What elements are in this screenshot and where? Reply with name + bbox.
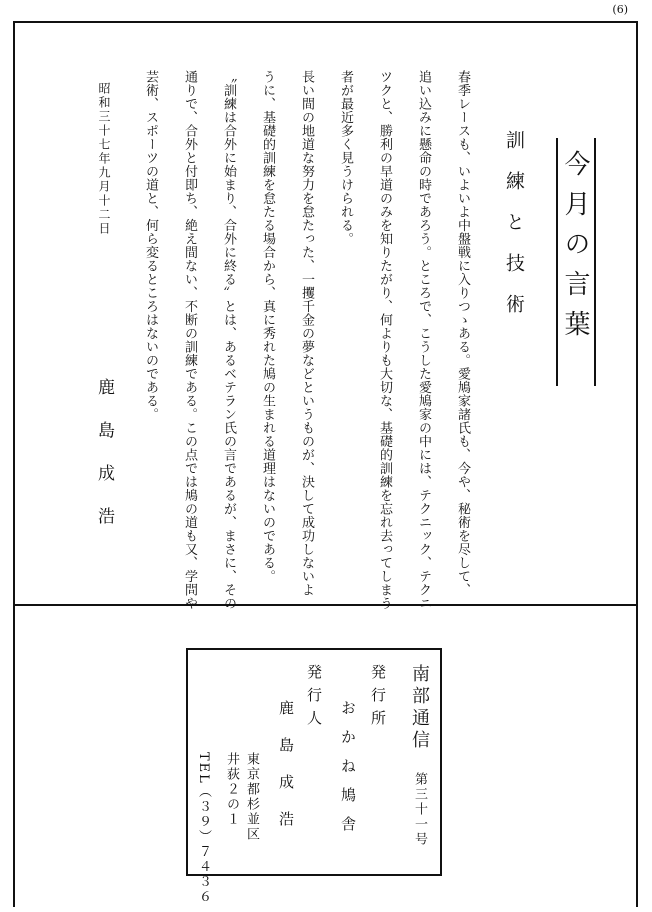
editor-label: 発行人 xyxy=(305,664,323,733)
address-line-1: 東京都杉並区 xyxy=(244,752,259,842)
paragraph-1: 春季レースも、いよいよ中盤戦に入りつゝある。愛鳩家諸氏も、今や、秘術を尽して、 xyxy=(455,70,470,597)
paragraph-2: 追い込みに懸命の時であろう。ところで、こうした愛鳩家の中には、テクニック、テクニ xyxy=(416,70,431,610)
article-subtitle: 訓練と技術 xyxy=(503,130,525,335)
page-number: (6) xyxy=(612,3,628,16)
paragraph-5: 長い間の地道な努力を怠たった、一攫千金の夢などというものが、決して成功しないよ xyxy=(299,70,314,597)
paragraph-6: うに、基礎的訓練を怠たる場合から、真に秀れた鳩の生まれる道理はないのである。 xyxy=(260,70,275,583)
paragraph-4: 者が最近多く見うけられる。 xyxy=(338,70,353,246)
paragraph-3: ツクと、勝利の早道のみを知りたがり、何よりも大切な、基礎的訓練を忘れ去ってしまう xyxy=(377,70,392,610)
publication-name: 南部通信 xyxy=(409,664,430,752)
address-line-2: 井荻２の１ xyxy=(224,752,239,827)
publisher-label: 発行所 xyxy=(369,664,387,733)
paragraph-7: 〝訓練は合外に始まり、合外に終る〟とは、あるベテラン氏の言であるが、まさに、その xyxy=(221,70,236,610)
paragraph-8: 通りで、合外と付即ち、絶え間ない、不断の訓練である。この点では鳩の道も又、学問や xyxy=(182,70,197,610)
article-date: 昭和三十七年九月十二日 xyxy=(97,82,111,236)
telephone: TEL（３９）７４３６ xyxy=(196,752,211,905)
issue-number: 第三十一号 xyxy=(412,772,427,847)
editor-name: 鹿島成浩 xyxy=(277,700,295,848)
paragraph-9: 芸術、スポーツの道と、何ら変るところはないのである。 xyxy=(143,70,158,421)
article-title: 今月の言葉 xyxy=(560,150,590,350)
article-author: 鹿島成浩 xyxy=(94,378,114,550)
publisher-name: おかね鳩舎 xyxy=(339,700,357,845)
